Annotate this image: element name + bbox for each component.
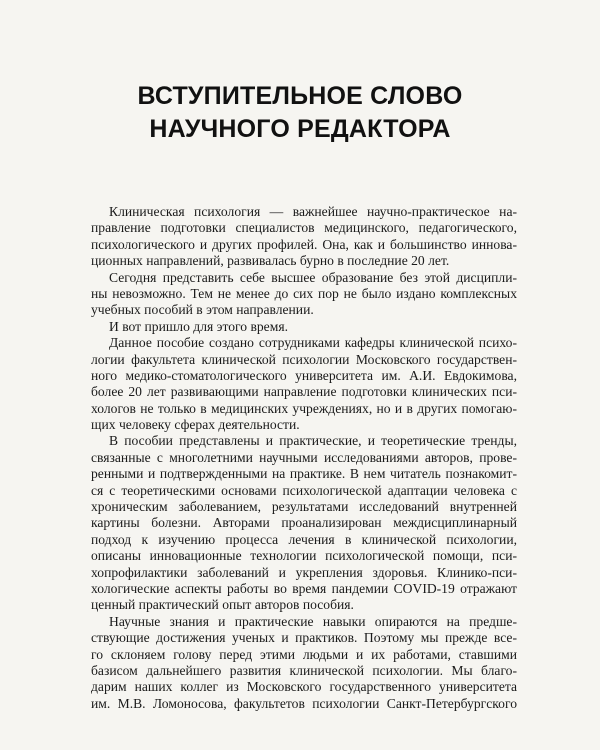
- text-line: учебных пособий в этом направлении.: [91, 302, 314, 318]
- text-line: Сегодня представить себе высшее образование без этой дисципли-: [109, 269, 517, 285]
- text-line: В пособии представлены и практические, и теоретические тренды,: [109, 433, 517, 449]
- text-line: И вот пришло для этого время.: [109, 318, 288, 334]
- text-line: психологического и других профилей. Она, как и большинство иннова-: [91, 236, 517, 252]
- text-line: го склоняем голову перед этими людьми и их работами, ставшими: [91, 646, 517, 662]
- body-text: [91, 204, 517, 712]
- text-line: им. М.В. Ломоносова, факультетов психологии Санкт-Петербургского: [91, 695, 517, 711]
- title-line-2: НАУЧНОГО РЕДАКТОРА: [149, 115, 451, 143]
- text-line: хроническим заболеванием, результатами исследований внутренней: [91, 499, 517, 515]
- text-line: связанные с многолетними научными исследованиями авторов, прове-: [91, 449, 517, 465]
- text-line: ся с теоретическими основами психологической адаптации человека с: [91, 482, 517, 498]
- text-line: описаны инновационные технологии психологической помощи, пси-: [91, 548, 517, 564]
- page-title: [0, 80, 600, 146]
- text-line: базисом дальнейшего развития клинической психологии. Мы благо-: [91, 662, 517, 678]
- text-line: ценный практический опыт авторов пособия.: [91, 597, 354, 613]
- text-line: хологические аспекты работы во время пандемии COVID-19 отражают: [91, 580, 517, 596]
- text-line: щих человеку сферах деятельности.: [91, 417, 300, 433]
- text-line: картины болезни. Авторами проанализирован междисциплинарный: [91, 515, 517, 531]
- text-line: более 20 лет развивающими направление подготовки клинических пси-: [91, 384, 517, 400]
- text-line: дарим наших коллег из Московского государственного университета: [91, 679, 517, 695]
- text-line: Данное пособие создано сотрудниками кафедры клинической психо-: [109, 335, 517, 351]
- text-line: ционных направлений, развивалась бурно в последние 20 лет.: [91, 253, 450, 269]
- text-line: ствующие достижения ученых и практиков. Поэтому мы прежде все-: [91, 630, 517, 646]
- text-line: Научные знания и практические навыки опираются на предше-: [109, 613, 517, 629]
- text-line: подход к изучению процесса лечения в клинической психологии,: [91, 531, 517, 547]
- text-line: хологов не только в медицинских учреждениях, но и в других помогаю-: [91, 400, 517, 416]
- text-line: ренными и подтвержденными на практике. В нем читатель познакомит-: [91, 466, 517, 482]
- text-line: Клиническая психология — важнейшее научно-практическое на-: [109, 204, 517, 219]
- text-line: логии факультета клинической психологии Московского государствен-: [91, 351, 517, 367]
- text-line: правление подготовки специалистов медицинского, педагогического,: [91, 220, 517, 236]
- text-line: ны невозможно. Тем не менее до сих пор не было издано комплексных: [91, 285, 517, 301]
- text-line: ного медико-стоматологического университета им. А.И. Евдокимова,: [91, 367, 517, 383]
- text-line: хопрофилактики заболеваний и укрепления здоровья. Клинико-пси-: [91, 564, 517, 580]
- title-line-1: ВСТУПИТЕЛЬНОЕ СЛОВО: [137, 82, 463, 110]
